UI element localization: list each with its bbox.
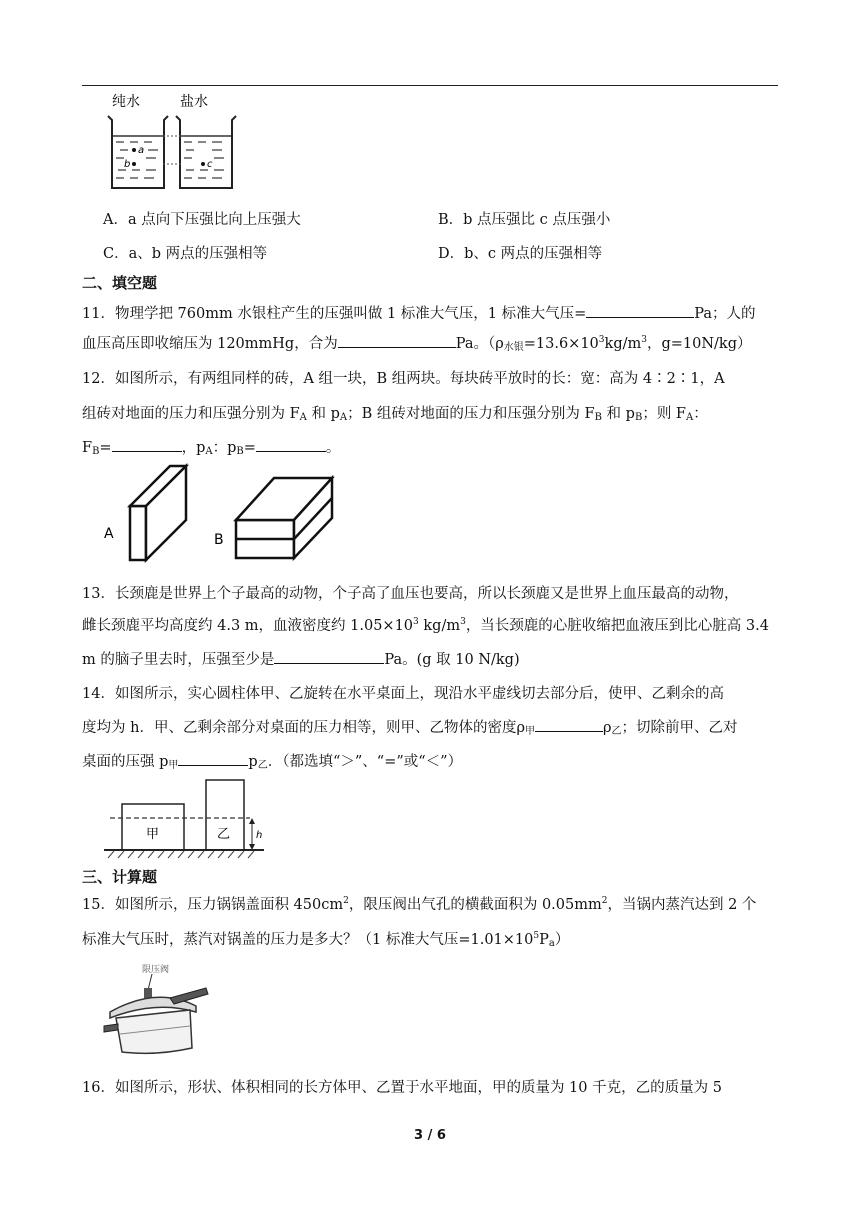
- q12-line2: 组砖对地面的压力和压强分别为 $F_A$ 和 $p_A$；B 组砖对地面的压力和压强分别为 $F_B$ 和 $p_B$；则 $F_A$：: [82, 406, 708, 423]
- q14-blank-1[interactable]: [535, 717, 603, 732]
- point-b-label: b: [124, 159, 131, 170]
- q15-line2: 标准大气压时，蒸汽对锅盖的压力是多大？（1 标准大气压$=1.01\times 10^5P_a$）: [82, 931, 570, 949]
- header-rule: [82, 85, 778, 86]
- point-a-label: a: [138, 145, 145, 156]
- bricks-figure: [98, 462, 358, 572]
- q14-blank-2[interactable]: [178, 751, 248, 766]
- q11-line2: 血压高压即收缩压为 120mmHg，合为 Pa。（$\rho_{水银}=13.6\times 10^3kg/m^3$，g=10N/kg）: [82, 335, 752, 353]
- q12-line3: $F_B=$ ，$p_A$：$p_B=$ 。: [82, 436, 782, 457]
- q16-line1: 16．如图所示，形状、体积相同的长方体甲、乙置于水平地面，甲的质量为 10 千克，乙的质量为 5: [82, 1080, 722, 1096]
- cylinders-figure: [100, 774, 270, 864]
- pressure-cooker-figure: [100, 960, 212, 1056]
- page-number: 3 / 6: [414, 1128, 446, 1143]
- q14-line2: 度均为 h．甲、乙剩余部分对桌面的压力相等，则甲、乙物体的密度$\rho_甲$ $\rho_乙$；切除前甲、乙对: [82, 716, 782, 737]
- q14-line1: 14．如图所示，实心圆柱体甲、乙旋转在水平桌面上，现沿水平虚线切去部分后，使甲、乙剩余的高: [82, 686, 724, 702]
- option-a: A．a 点向下压强比向上压强大: [103, 212, 301, 228]
- brick-group-a-label: A: [104, 526, 114, 542]
- cylinder-jia-label: 甲: [146, 827, 160, 842]
- q12-line1: 12．如图所示，有两组同样的砖，A 组一块，B 组两块。每块砖平放时的长：宽：高为 4∶2∶1，A: [82, 371, 725, 387]
- q12-blank-1[interactable]: [112, 437, 182, 452]
- pressure-valve-label: 限压阀: [142, 965, 170, 975]
- q13-blank[interactable]: [274, 649, 384, 664]
- q12-blank-2[interactable]: [256, 437, 326, 452]
- cylinder-yi-label: 乙: [217, 827, 231, 842]
- point-c-label: c: [207, 159, 213, 170]
- q13-line3: m 的脑子里去时，压强至少是 Pa。(g 取 10 N/kg): [82, 648, 782, 669]
- option-d: D．b、c 两点的压强相等: [438, 246, 603, 262]
- q13-line2: 雌长颈鹿平均高度约 4.3 m，血液密度约 $1.05\times 10^3$ $kg/m^3$，当长颈鹿的心脏收缩把血液压到比心脏高 3.4: [82, 617, 769, 634]
- beaker-label-salt-water: 盐水: [180, 94, 208, 110]
- option-b: B．b 点压强比 c 点压强小: [438, 212, 611, 228]
- brick-group-b-label: B: [214, 532, 224, 548]
- beaker-label-pure-water: 纯水: [112, 94, 140, 110]
- q15-line1: 15．如图所示，压力锅锅盖面积 $450cm^2$，限压阀出气孔的横截面积为 $0.05mm^2$，当锅内蒸汽达到 2 个: [82, 896, 757, 913]
- section-fill-blank-title: 二、填空题: [82, 274, 158, 292]
- section-calculation-title: 三、计算题: [82, 868, 158, 886]
- height-h-label: h: [256, 830, 263, 841]
- option-c: C．a、b 两点的压强相等: [103, 246, 268, 262]
- q14-line3: 桌面的压强 $p_甲$ $p_乙$．（都选填“＞”、“=”或“＜”）: [82, 750, 782, 771]
- q11-line1: 11．物理学把 760mm 水银柱产生的压强叫做 1 标准大气压，1 标准大气压= Pa；人的: [82, 302, 782, 323]
- beakers-figure: [100, 90, 245, 194]
- q11-blank-1[interactable]: [586, 303, 694, 318]
- q13-line1: 13．长颈鹿是世界上个子最高的动物，个子高了血压也要高，所以长颈鹿又是世界上血压最高的动物，: [82, 586, 739, 602]
- q11-blank-2[interactable]: [338, 333, 456, 348]
